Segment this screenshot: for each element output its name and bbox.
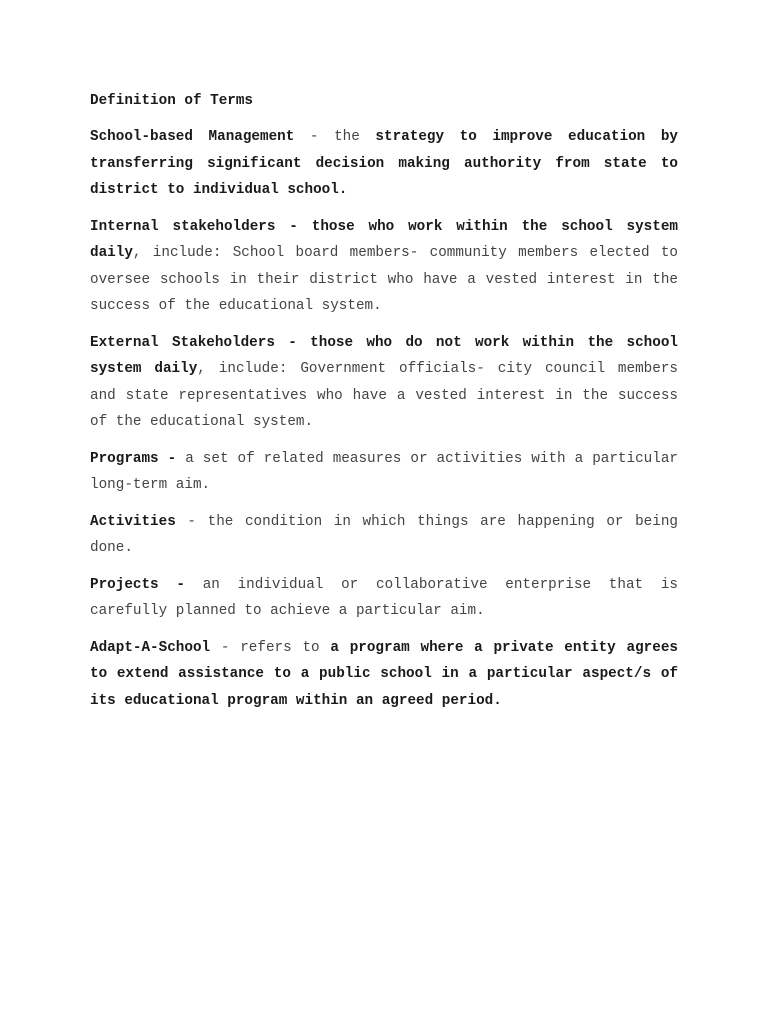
- term: Adapt-A-School: [90, 639, 211, 656]
- separator: -: [294, 129, 335, 145]
- definition-bold: those who work within the school system daily: [90, 218, 678, 261]
- term: School-based Management: [90, 129, 295, 145]
- definition-bold: a program where a private entity agrees to extend assistance to a public school in a particular aspect/s of its educational program within an agreed period.: [90, 639, 678, 709]
- definition-school-based-management: [90, 124, 678, 204]
- definition-bold: strategy to improve education by transferring significant decision making authority from state to district to individual school.: [90, 129, 678, 198]
- separator: -: [275, 218, 312, 235]
- definition-external-stakeholders: [90, 330, 678, 436]
- definition-text: an individual or collaborative enterprise that is carefully planned to achieve a particular aim.: [90, 576, 678, 619]
- definition-projects: [90, 572, 678, 625]
- separator: -: [175, 513, 208, 530]
- definition-bold: those who do not work within the school system daily: [90, 334, 678, 377]
- term: Activities: [90, 513, 176, 530]
- term: Internal stakeholders: [90, 218, 276, 235]
- definition-adapt-a-school: [90, 635, 678, 715]
- document-page: [90, 88, 678, 724]
- separator: -: [158, 450, 186, 467]
- term: Projects: [90, 576, 159, 593]
- definition-text: , include: Government officials- city council members and state representatives who have a vested interest in the success of the educational system.: [90, 361, 678, 430]
- term: External Stakeholders: [90, 334, 275, 351]
- definition-text: a set of related measures or activities with a particular long-term aim.: [90, 450, 678, 493]
- definition-text: , include: School board members- community members elected to oversee schools in their district who have a vested interest in the success of the educational system.: [90, 245, 678, 314]
- separator: -: [158, 576, 203, 593]
- definition-lead: the: [334, 129, 360, 145]
- definition-internal-stakeholders: [90, 214, 678, 320]
- definition-activities: [90, 509, 678, 562]
- separator: -: [210, 639, 241, 656]
- separator: -: [274, 334, 311, 351]
- definition-text: the condition in which things are happening or being done.: [90, 513, 678, 556]
- term: Programs: [90, 450, 159, 467]
- definition-lead: refers to: [240, 639, 320, 656]
- page-title: Definition of Terms: [90, 93, 254, 109]
- definition-programs: [90, 446, 678, 499]
